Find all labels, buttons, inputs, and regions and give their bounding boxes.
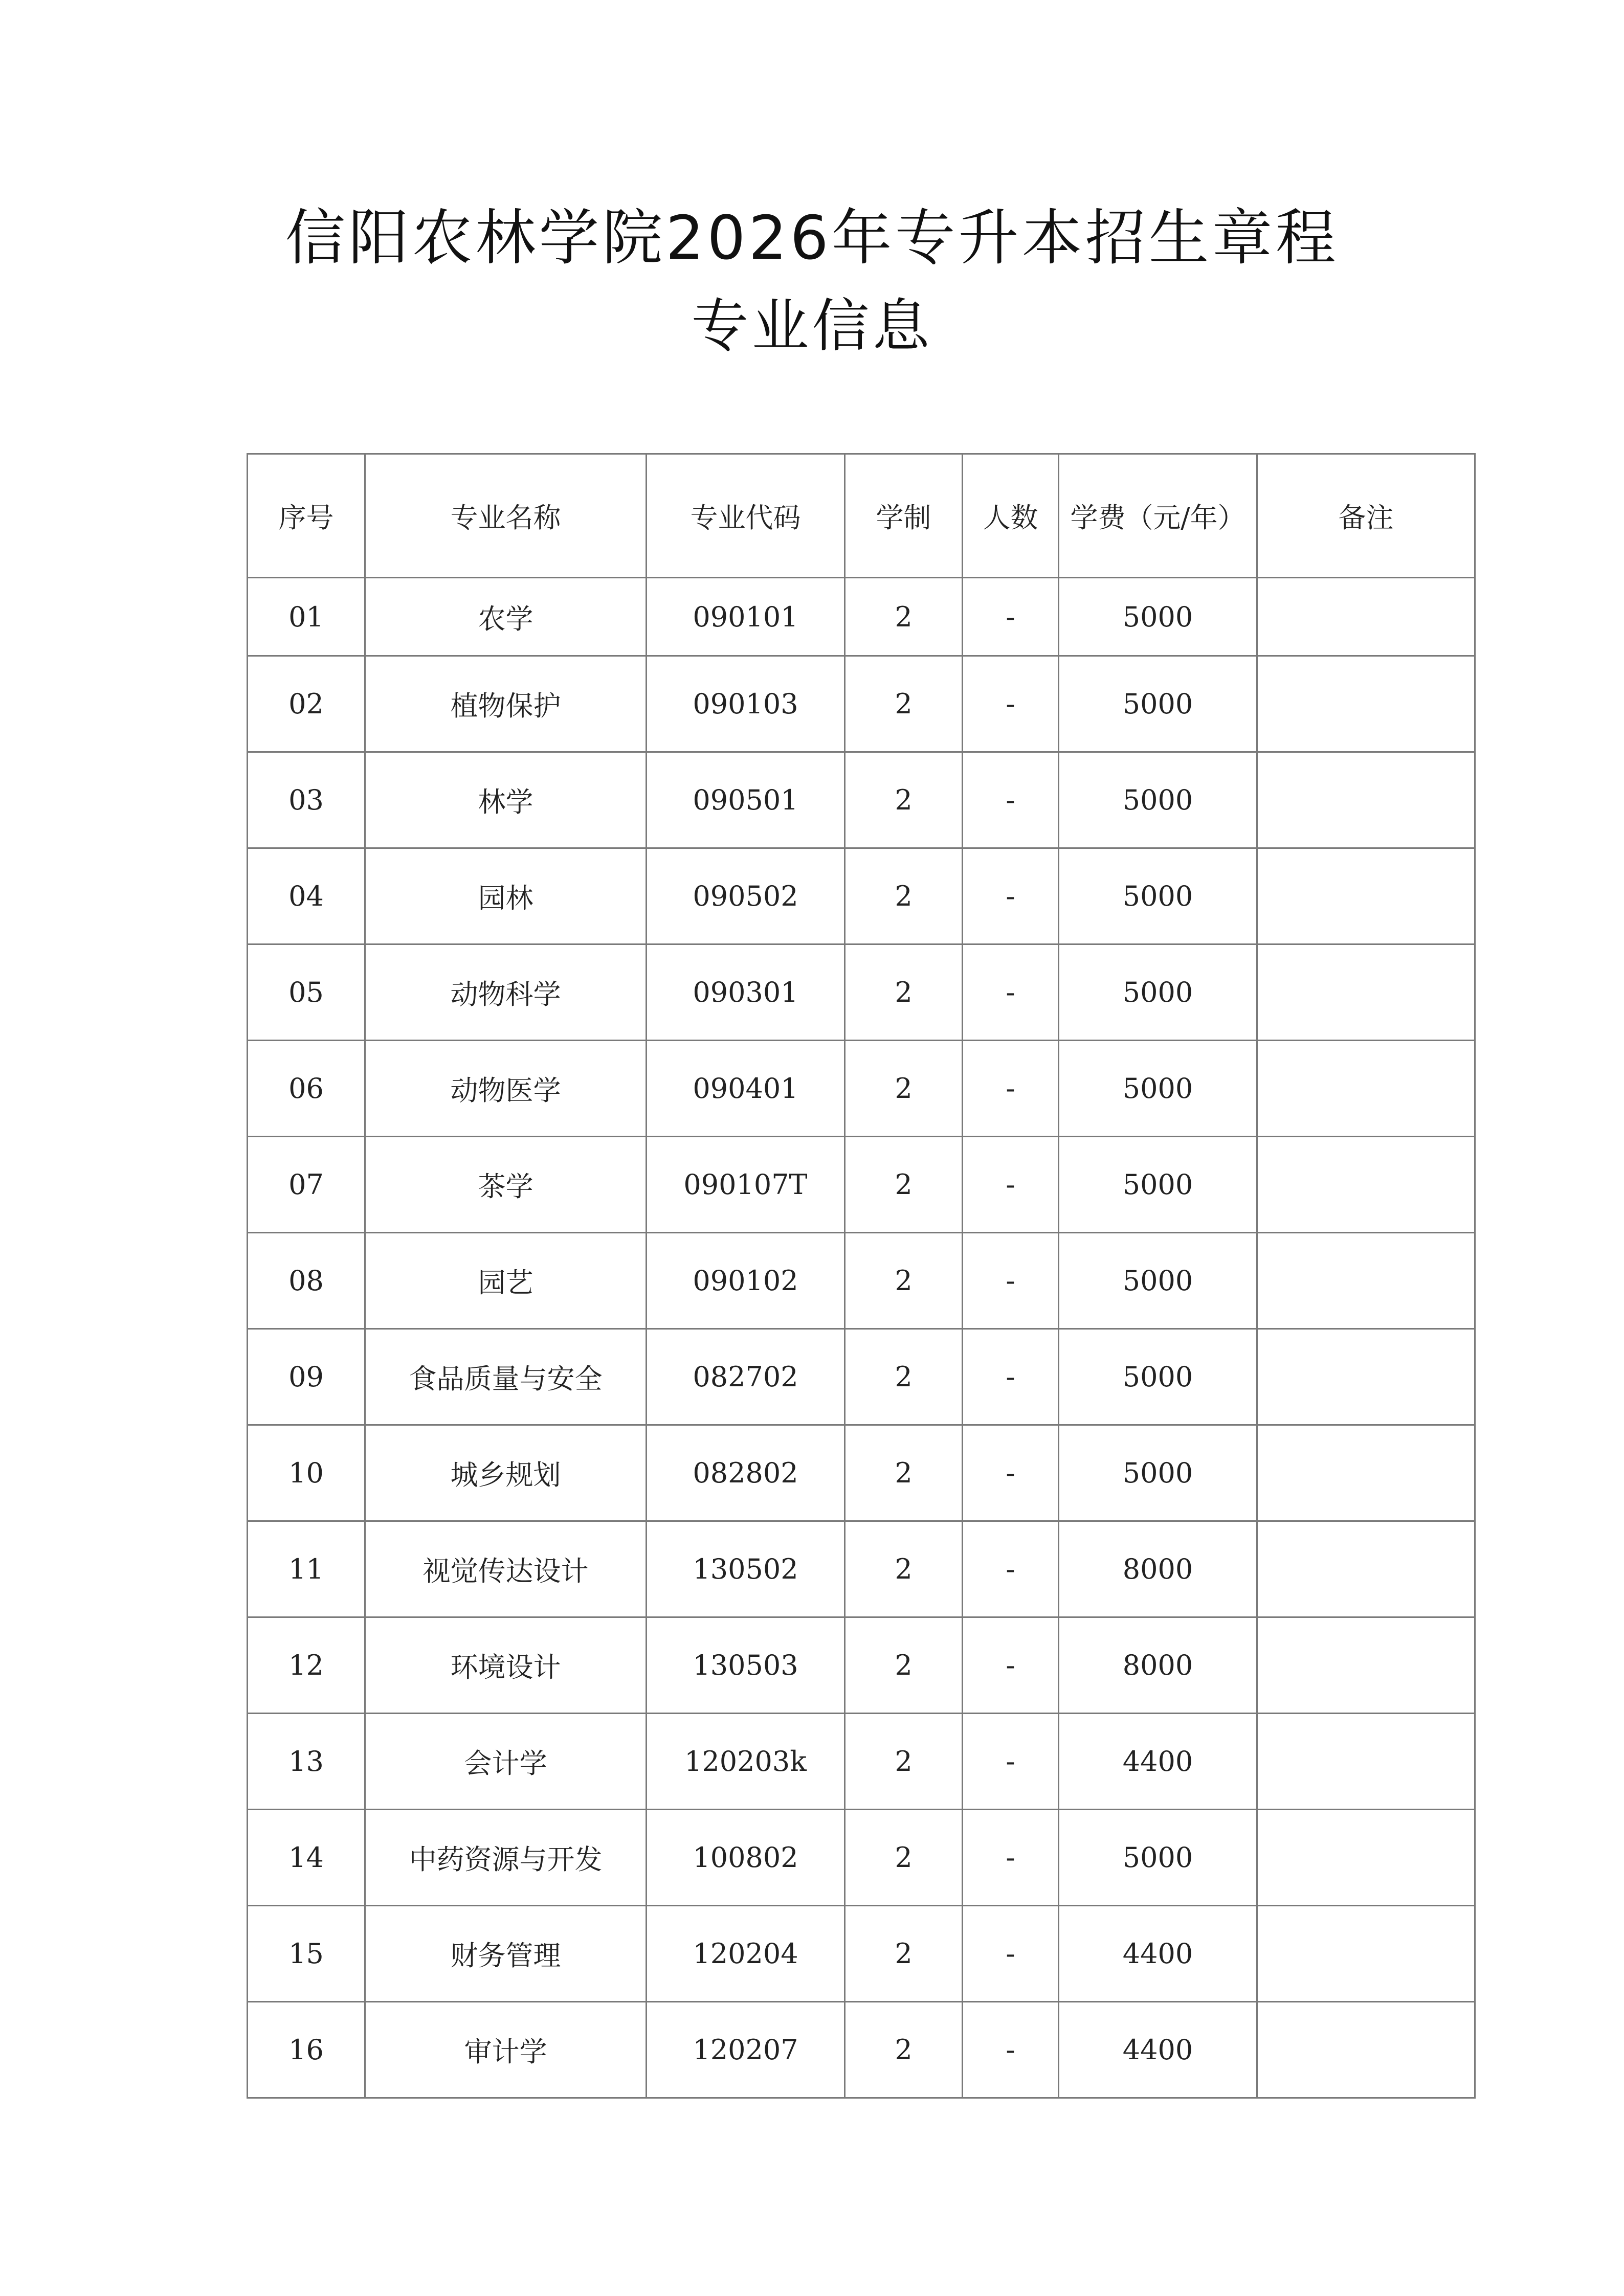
cell-code: 100802 bbox=[647, 1810, 845, 1906]
cell-count: - bbox=[963, 1329, 1059, 1425]
cell-note bbox=[1257, 1329, 1475, 1425]
document-title: 信阳农林学院2026年专升本招生章程 bbox=[285, 202, 1339, 273]
cell-name: 环境设计 bbox=[365, 1617, 647, 1714]
cell-years: 2 bbox=[845, 1137, 963, 1233]
table-row bbox=[248, 656, 1475, 752]
cell-index: 01 bbox=[248, 578, 365, 656]
cell-name: 会计学 bbox=[365, 1714, 647, 1810]
cell-years: 2 bbox=[845, 1425, 963, 1521]
table-row bbox=[248, 1329, 1475, 1425]
cell-index: 15 bbox=[248, 1906, 365, 2002]
header-years: 学制 bbox=[845, 454, 963, 578]
cell-note bbox=[1257, 578, 1475, 656]
cell-code: 090301 bbox=[647, 944, 845, 1041]
cell-note bbox=[1257, 1041, 1475, 1137]
cell-count: - bbox=[963, 1906, 1059, 2002]
cell-count: - bbox=[963, 1617, 1059, 1714]
cell-years: 2 bbox=[845, 656, 963, 752]
cell-index: 10 bbox=[248, 1425, 365, 1521]
cell-note bbox=[1257, 2002, 1475, 2098]
cell-count: - bbox=[963, 848, 1059, 944]
cell-note bbox=[1257, 1233, 1475, 1329]
cell-count: - bbox=[963, 944, 1059, 1041]
table-row bbox=[248, 1617, 1475, 1714]
cell-fee: 5000 bbox=[1059, 1425, 1257, 1521]
cell-fee: 8000 bbox=[1059, 1521, 1257, 1617]
cell-index: 03 bbox=[248, 752, 365, 848]
cell-code: 090101 bbox=[647, 578, 845, 656]
header-note: 备注 bbox=[1257, 454, 1475, 578]
cell-fee: 8000 bbox=[1059, 1617, 1257, 1714]
cell-count: - bbox=[963, 1425, 1059, 1521]
cell-note bbox=[1257, 1906, 1475, 2002]
cell-name: 动物医学 bbox=[365, 1041, 647, 1137]
cell-note bbox=[1257, 1521, 1475, 1617]
cell-note bbox=[1257, 848, 1475, 944]
cell-name: 园林 bbox=[365, 848, 647, 944]
cell-code: 120203k bbox=[647, 1714, 845, 1810]
cell-index: 11 bbox=[248, 1521, 365, 1617]
header-count: 人数 bbox=[963, 454, 1059, 578]
cell-index: 13 bbox=[248, 1714, 365, 1810]
cell-years: 2 bbox=[845, 1906, 963, 2002]
cell-note bbox=[1257, 1810, 1475, 1906]
cell-years: 2 bbox=[845, 1041, 963, 1137]
cell-years: 2 bbox=[845, 1329, 963, 1425]
cell-code: 090107T bbox=[647, 1137, 845, 1233]
cell-years: 2 bbox=[845, 1233, 963, 1329]
cell-index: 09 bbox=[248, 1329, 365, 1425]
cell-fee: 5000 bbox=[1059, 1810, 1257, 1906]
cell-fee: 5000 bbox=[1059, 752, 1257, 848]
header-index: 序号 bbox=[248, 454, 365, 578]
cell-code: 090502 bbox=[647, 848, 845, 944]
header-code: 专业代码 bbox=[647, 454, 845, 578]
cell-count: - bbox=[963, 578, 1059, 656]
cell-code: 120207 bbox=[647, 2002, 845, 2098]
cell-fee: 4400 bbox=[1059, 1714, 1257, 1810]
table-row bbox=[248, 1137, 1475, 1233]
cell-name: 园艺 bbox=[365, 1233, 647, 1329]
cell-code: 082802 bbox=[647, 1425, 845, 1521]
table-row bbox=[248, 1425, 1475, 1521]
cell-index: 08 bbox=[248, 1233, 365, 1329]
cell-name: 动物科学 bbox=[365, 944, 647, 1041]
cell-code: 090401 bbox=[647, 1041, 845, 1137]
majors-table bbox=[247, 453, 1476, 2099]
cell-code: 130503 bbox=[647, 1617, 845, 1714]
table-row bbox=[248, 1041, 1475, 1137]
cell-years: 2 bbox=[845, 1617, 963, 1714]
cell-code: 090103 bbox=[647, 656, 845, 752]
cell-years: 2 bbox=[845, 848, 963, 944]
cell-name: 中药资源与开发 bbox=[365, 1810, 647, 1906]
cell-name: 财务管理 bbox=[365, 1906, 647, 2002]
table-row bbox=[248, 1233, 1475, 1329]
cell-fee: 5000 bbox=[1059, 944, 1257, 1041]
cell-index: 14 bbox=[248, 1810, 365, 1906]
table-header-row bbox=[248, 454, 1475, 578]
cell-count: - bbox=[963, 1810, 1059, 1906]
cell-name: 视觉传达设计 bbox=[365, 1521, 647, 1617]
cell-code: 090501 bbox=[647, 752, 845, 848]
table-row bbox=[248, 1810, 1475, 1906]
cell-fee: 4400 bbox=[1059, 1906, 1257, 2002]
cell-name: 植物保护 bbox=[365, 656, 647, 752]
cell-count: - bbox=[963, 1041, 1059, 1137]
cell-note bbox=[1257, 1617, 1475, 1714]
table-row bbox=[248, 578, 1475, 656]
cell-note bbox=[1257, 1425, 1475, 1521]
cell-years: 2 bbox=[845, 1521, 963, 1617]
document-subtitle: 专业信息 bbox=[691, 293, 933, 359]
cell-count: - bbox=[963, 752, 1059, 848]
cell-years: 2 bbox=[845, 1714, 963, 1810]
cell-name: 农学 bbox=[365, 578, 647, 656]
cell-index: 02 bbox=[248, 656, 365, 752]
cell-note bbox=[1257, 944, 1475, 1041]
cell-fee: 5000 bbox=[1059, 1233, 1257, 1329]
cell-fee: 4400 bbox=[1059, 2002, 1257, 2098]
cell-count: - bbox=[963, 1521, 1059, 1617]
cell-fee: 5000 bbox=[1059, 656, 1257, 752]
cell-note bbox=[1257, 752, 1475, 848]
cell-index: 04 bbox=[248, 848, 365, 944]
cell-count: - bbox=[963, 1714, 1059, 1810]
cell-fee: 5000 bbox=[1059, 1041, 1257, 1137]
header-name: 专业名称 bbox=[365, 454, 647, 578]
cell-count: - bbox=[963, 2002, 1059, 2098]
cell-note bbox=[1257, 1714, 1475, 1810]
table-row bbox=[248, 752, 1475, 848]
cell-name: 审计学 bbox=[365, 2002, 647, 2098]
cell-count: - bbox=[963, 656, 1059, 752]
cell-years: 2 bbox=[845, 578, 963, 656]
cell-name: 茶学 bbox=[365, 1137, 647, 1233]
table-row bbox=[248, 1521, 1475, 1617]
cell-note bbox=[1257, 1137, 1475, 1233]
cell-fee: 5000 bbox=[1059, 578, 1257, 656]
cell-index: 16 bbox=[248, 2002, 365, 2098]
cell-index: 07 bbox=[248, 1137, 365, 1233]
cell-name: 城乡规划 bbox=[365, 1425, 647, 1521]
cell-note bbox=[1257, 656, 1475, 752]
cell-years: 2 bbox=[845, 2002, 963, 2098]
cell-code: 130502 bbox=[647, 1521, 845, 1617]
cell-code: 120204 bbox=[647, 1906, 845, 2002]
table-row bbox=[248, 1714, 1475, 1810]
cell-code: 082702 bbox=[647, 1329, 845, 1425]
cell-count: - bbox=[963, 1137, 1059, 1233]
cell-index: 06 bbox=[248, 1041, 365, 1137]
cell-fee: 5000 bbox=[1059, 1137, 1257, 1233]
cell-count: - bbox=[963, 1233, 1059, 1329]
table-row bbox=[248, 848, 1475, 944]
header-fee: 学费（元/年） bbox=[1059, 454, 1257, 578]
cell-name: 食品质量与安全 bbox=[365, 1329, 647, 1425]
cell-index: 05 bbox=[248, 944, 365, 1041]
cell-years: 2 bbox=[845, 1810, 963, 1906]
cell-fee: 5000 bbox=[1059, 1329, 1257, 1425]
table-row bbox=[248, 944, 1475, 1041]
cell-name: 林学 bbox=[365, 752, 647, 848]
cell-years: 2 bbox=[845, 944, 963, 1041]
table-row bbox=[248, 1906, 1475, 2002]
cell-fee: 5000 bbox=[1059, 848, 1257, 944]
cell-years: 2 bbox=[845, 752, 963, 848]
cell-code: 090102 bbox=[647, 1233, 845, 1329]
cell-index: 12 bbox=[248, 1617, 365, 1714]
table-row bbox=[248, 2002, 1475, 2098]
